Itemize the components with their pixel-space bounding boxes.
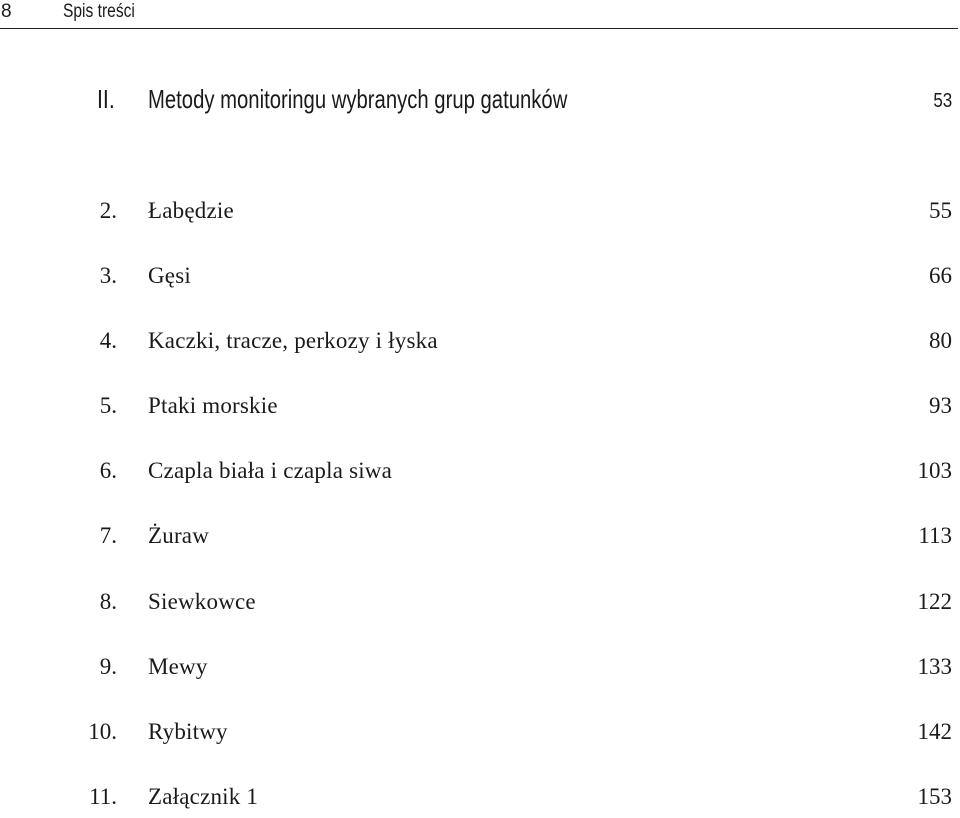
part-title: Metody monitoringu wybranych grup gatunków: [148, 84, 568, 114]
entry-title: Łabędzie: [148, 198, 234, 223]
entry-page: 122: [917, 589, 952, 614]
entry-title: Żuraw: [148, 523, 210, 548]
entry-page: 55: [929, 198, 952, 223]
entry-title: Siewkowce: [148, 589, 256, 614]
entry-page: 80: [929, 328, 952, 353]
part-numeral: II.: [97, 84, 115, 114]
entry-title: Kaczki, tracze, perkozy i łyska: [148, 328, 438, 353]
entry-page: 66: [929, 263, 952, 288]
entry-title: Załącznik 1: [148, 784, 259, 809]
entry-title: Mewy: [148, 654, 208, 679]
header-page-number: 8: [1, 1, 12, 22]
entry-number: 6.: [99, 458, 117, 483]
toc-entry: [0, 589, 952, 623]
toc-entry: [0, 458, 952, 492]
entry-number: 2.: [99, 198, 117, 223]
entry-number: 8.: [99, 589, 117, 614]
entry-number: 11.: [89, 784, 117, 809]
toc-entry: [0, 654, 952, 688]
entry-page: 133: [917, 654, 952, 679]
toc-entry: [0, 263, 952, 297]
running-header: [0, 0, 958, 29]
toc-entry: [0, 328, 952, 362]
entry-page: 142: [917, 719, 952, 744]
entry-number: 5.: [99, 393, 117, 418]
entry-number: 7.: [99, 523, 117, 548]
entry-title: Gęsi: [148, 263, 191, 288]
entry-title: Czapla biała i czapla siwa: [148, 458, 393, 483]
entry-page: 103: [917, 458, 952, 483]
part-heading: [0, 84, 952, 120]
entry-number: 3.: [99, 263, 117, 288]
toc-entry: [0, 784, 952, 818]
entry-page: 113: [918, 523, 952, 548]
entry-title: Ptaki morskie: [148, 393, 278, 418]
toc-entry: [0, 719, 952, 753]
entry-number: 9.: [99, 654, 117, 679]
part-page: 53: [933, 90, 952, 112]
toc-entry: [0, 198, 952, 232]
entry-page: 93: [929, 393, 952, 418]
entry-number: 10.: [88, 719, 117, 744]
toc-entry: [0, 523, 952, 557]
entry-number: 4.: [99, 328, 117, 353]
header-title: Spis treści: [63, 1, 135, 22]
entry-title: Rybitwy: [148, 719, 228, 744]
toc-entry: [0, 393, 952, 427]
entry-page: 153: [917, 784, 952, 809]
